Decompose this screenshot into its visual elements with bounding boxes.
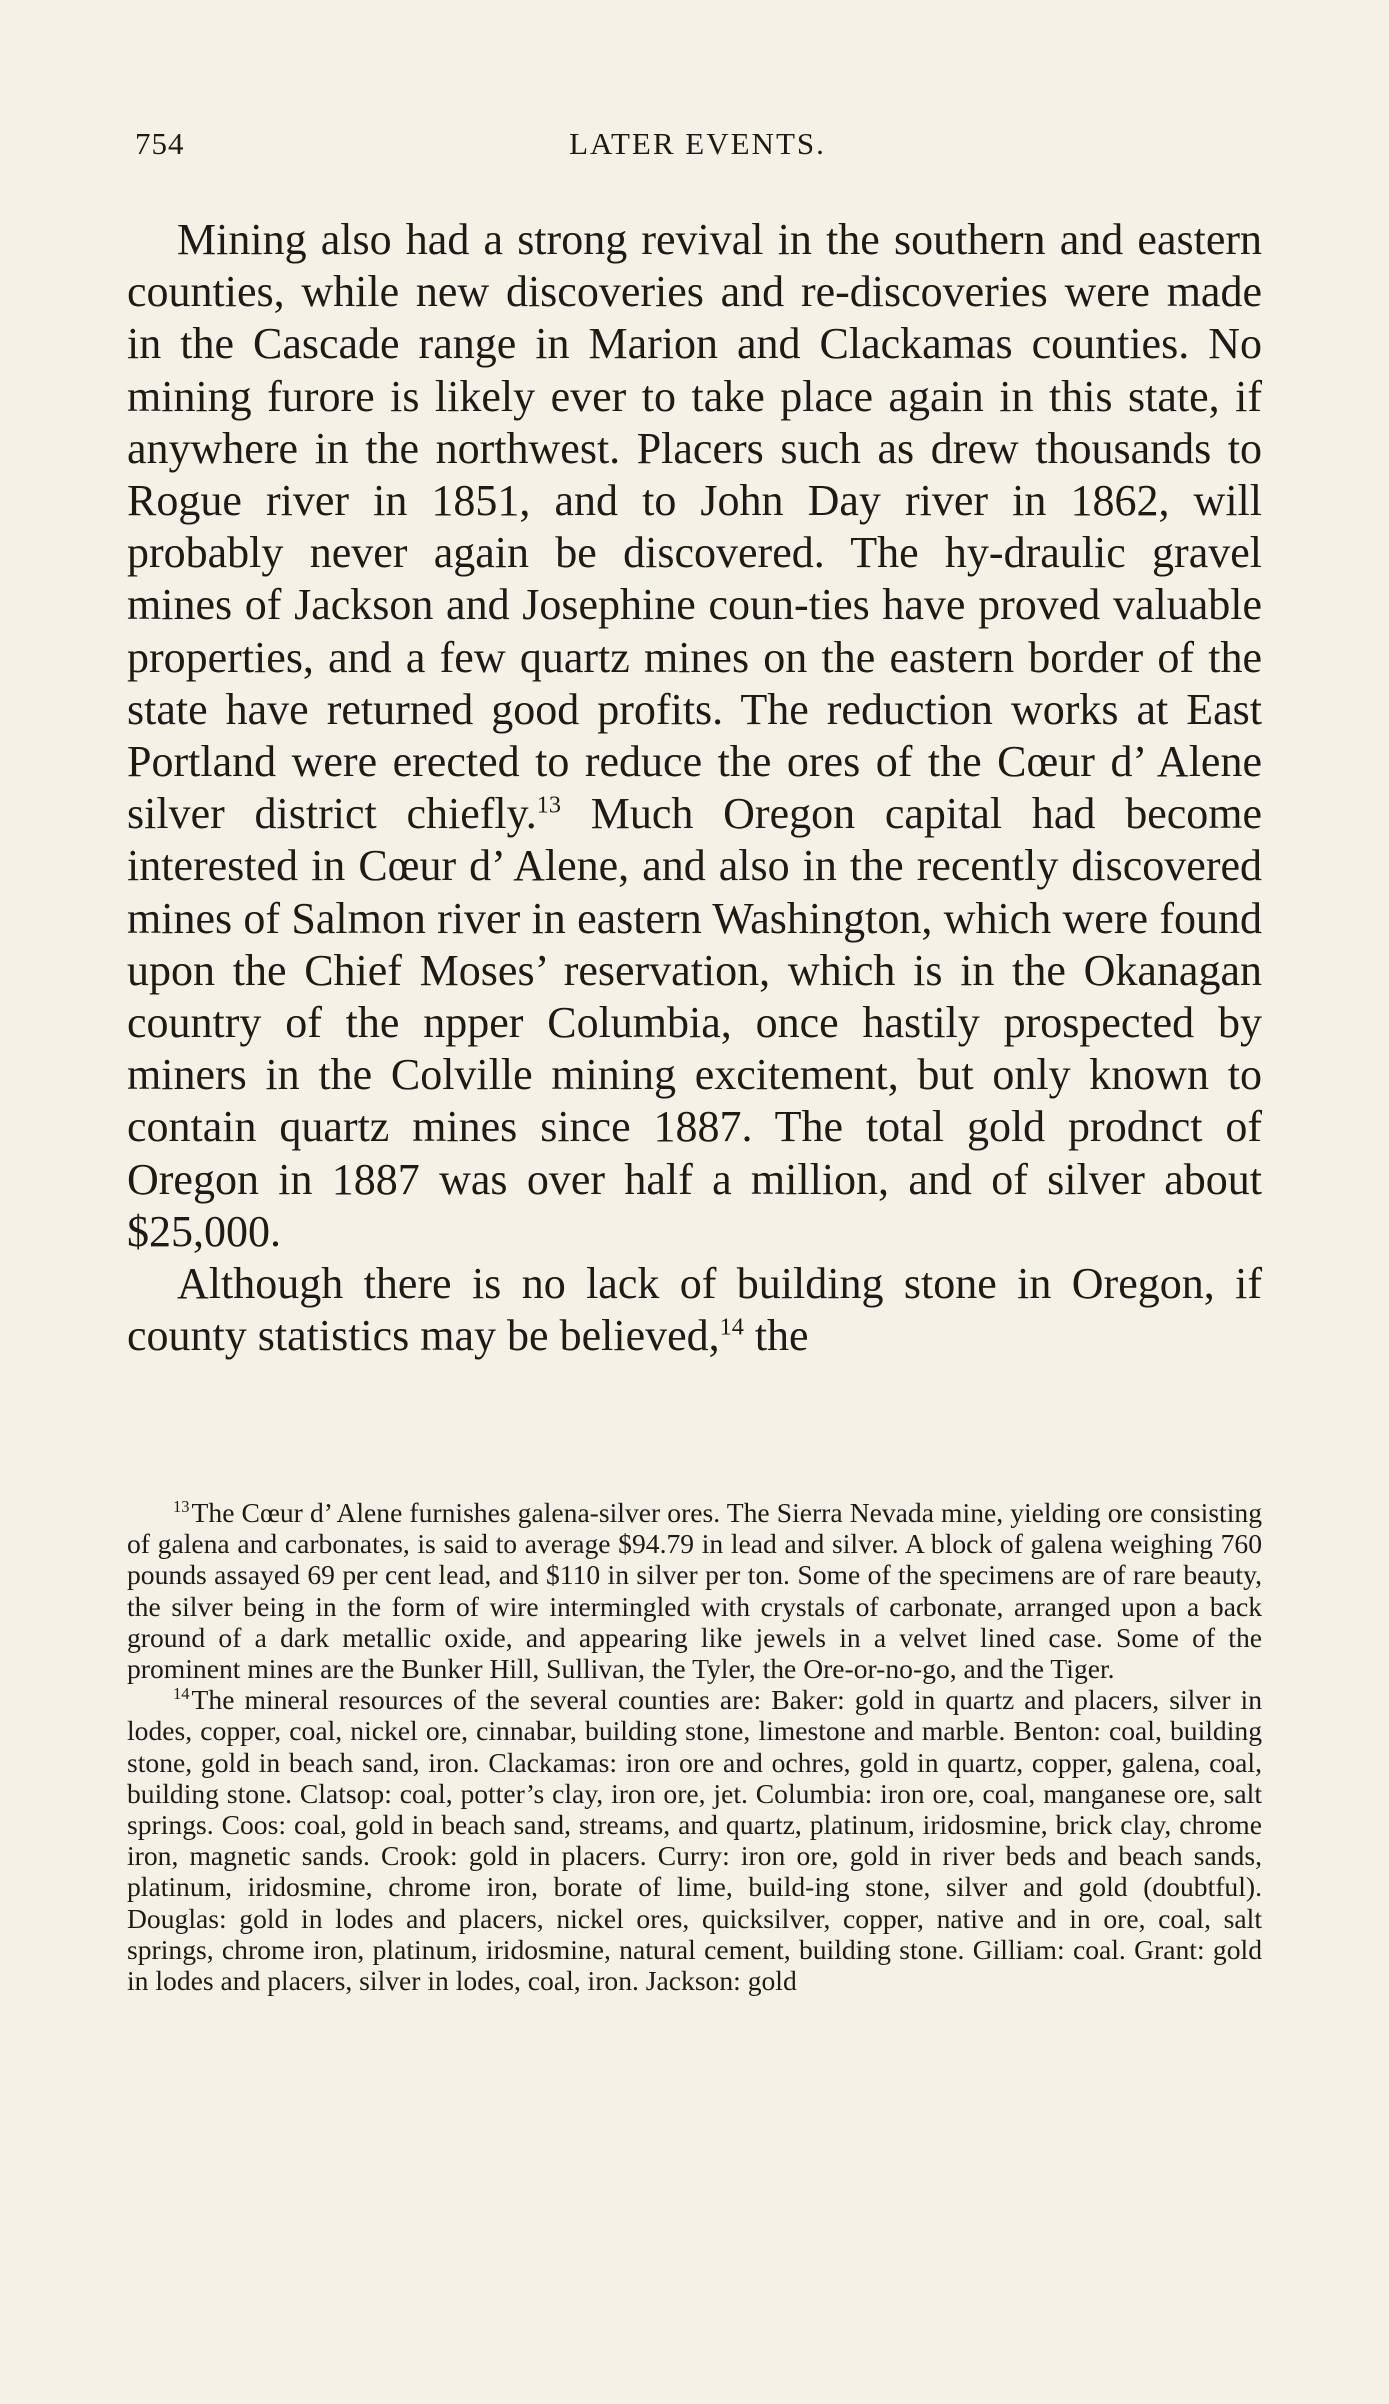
paragraph-mining-text-b: Much Oregon capital had become interested in Cœur d’ Alene, and also in the recently discovered mines of Salmon river in eastern Washington, which were found upon the Chief Moses’ reservation, which is in the Okanagan country of the npper Columbia, once hastily prospected by miners in the Colville mining excitement, but only known to contain quartz mines since 1887. The total gold prodnct of Oregon in 1887 was over half a million, and of silver about $25,000. <box>127 789 1263 1256</box>
footnote-marker: 14 <box>173 1684 190 1704</box>
paragraph-mining <box>127 214 1262 1258</box>
footnote-ref-14: 14 <box>719 1313 744 1341</box>
footnote-14 <box>127 1684 1262 1996</box>
paragraph-mining-text-a: Mining also had a strong revival in the southern and eastern counties, while new discoveries and re-discoveries were made in the Cascade range in Marion and Clackamas counties. No mining furore is likely ever to take place again in this state, if anywhere in the northwest. Placers such as drew thousands to Rogue river in 1851, and to John Day river in 1862, will probably never again be discovered. The hy-draulic gravel mines of Jackson and Josephine coun-ties have proved valuable properties, and a few quartz mines on the eastern border of the state have returned good profits. The reduction works at East Portland were erected to reduce the ores of the Cœur d’ Alene silver district chiefly. <box>127 215 1262 839</box>
running-head <box>135 126 1260 166</box>
footnote-ref-13: 13 <box>536 791 561 819</box>
footnote-marker: 13 <box>173 1496 190 1516</box>
running-title: LATER EVENTS. <box>569 126 826 161</box>
footnote-text: The Cœur d’ Alene furnishes galena-silver ores. The Sierra Nevada mine, yielding ore consisting of galena and carbonates, is said to average $94.79 in lead and silver. A block of galena weighing 760 pounds assayed 69 per cent lead, and $110 in silver per ton. Some of the specimens are of rare beauty, the silver being in the form of wire intermingled with crystals of carbonate, arranged upon a back ground of a dark metallic oxide, and appearing like jewels in a velvet lined case. Some of the prominent mines are the Bunker Hill, Sullivan, the Tyler, the Ore-or-no-go, and the Tiger. <box>127 1497 1262 1685</box>
page-number: 754 <box>135 126 185 161</box>
paragraph-building-stone <box>127 1258 1262 1362</box>
paragraph-building-stone-text-a: Although there is no lack of building stone in Oregon, if county statistics may be believed, <box>127 1259 1262 1361</box>
footnote-text: The mineral resources of the several counties are: Baker: gold in quartz and placers, silver in lodes, copper, coal, nickel ore, cinnabar, building stone, limestone and marble. Benton: coal, building stone, gold in beach sand, iron. Clackamas: iron ore and ochres, gold in quartz, copper, galena, coal, building stone. Clatsop: coal, potter’s clay, iron ore, jet. Columbia: iron ore, coal, manganese ore, salt springs. Coos: coal, gold in beach sand, streams, and quartz, platinum, iridosmine, brick clay, chrome iron, magnetic sands. Crook: gold in placers. Curry: iron ore, gold in river beds and beach sands, platinum, iridosmine, chrome iron, borate of lime, build-ing stone, silver and gold (doubtful). Douglas: gold in lodes and placers, nickel ores, quicksilver, copper, native and in ore, coal, salt springs, chrome iron, platinum, iridosmine, natural cement, building stone. Gilliam: coal. Grant: gold in lodes and placers, silver in lodes, coal, iron. Jackson: gold <box>127 1684 1262 1997</box>
paragraph-building-stone-text-b: the <box>743 1311 809 1361</box>
body-text <box>127 214 1262 1362</box>
footnotes <box>127 1497 1262 1996</box>
footnote-13 <box>127 1497 1262 1684</box>
